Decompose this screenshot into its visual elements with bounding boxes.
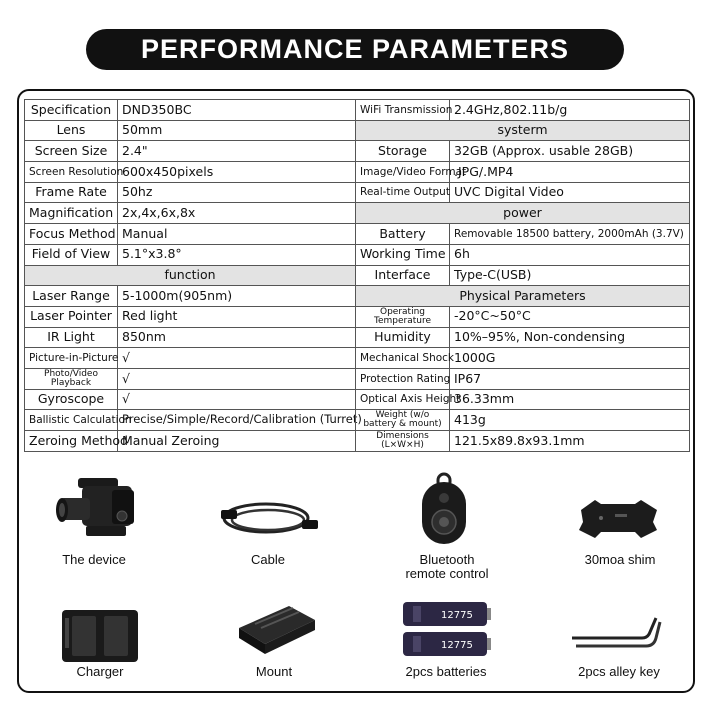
spec-label: Weight (w/o battery & mount) [356, 410, 450, 431]
table-row [356, 265, 690, 286]
spec-value: 413g [450, 410, 690, 431]
table-row [356, 162, 690, 183]
spec-label: Screen Size [25, 141, 118, 162]
bluetooth-remote-icon [418, 472, 470, 548]
table-row [25, 348, 356, 369]
table-row [356, 410, 690, 431]
spec-label: Optical Axis Height [356, 389, 450, 410]
spec-label: Laser Pointer [25, 306, 118, 327]
table-row [356, 389, 690, 410]
spec-label: Specification [25, 100, 118, 121]
spec-label: Lens [25, 120, 118, 141]
spec-value: 36.33mm [450, 389, 690, 410]
table-row [25, 389, 356, 410]
battery-icon [401, 600, 493, 660]
spec-value: .JPG/.MP4 [450, 162, 690, 183]
item-label: 30moa shim [584, 552, 656, 567]
spec-label: Focus Method [25, 224, 118, 245]
item-label: Mount [255, 664, 293, 679]
allen-key-icon [568, 616, 664, 656]
section-header [356, 286, 690, 307]
spec-label: Protection Rating [356, 368, 450, 389]
section-header [356, 120, 690, 141]
spec-label: Screen Resolution [25, 162, 118, 183]
rail-mount-icon [233, 598, 319, 658]
table-row [356, 141, 690, 162]
table-row [25, 431, 356, 452]
item-label: 2pcs batteries [405, 664, 487, 679]
spec-label: Field of View [25, 244, 118, 265]
spec-value: 32GB (Approx. usable 28GB) [450, 141, 690, 162]
table-row [25, 120, 356, 141]
usb-cable-icon [218, 494, 320, 542]
spec-label: Laser Range [25, 286, 118, 307]
item-label: The device [62, 552, 126, 567]
table-row [356, 368, 690, 389]
section-function-header: function [25, 265, 356, 286]
spec-value: 121.5x89.8x93.1mm [450, 431, 690, 452]
table-row [356, 224, 690, 245]
spec-label: Mechanical Shock [356, 348, 450, 369]
section-physical-header: Physical Parameters [356, 286, 690, 307]
spec-value: 50mm [118, 120, 356, 141]
spec-value: 2.4" [118, 141, 356, 162]
spec-value: 10%–95%, Non-condensing [450, 327, 690, 348]
table-row [356, 100, 690, 121]
table-row [356, 327, 690, 348]
table-row [25, 162, 356, 183]
spec-value: 2x,4x,6x,8x [118, 203, 356, 224]
spec-value: 5.1°x3.8° [118, 244, 356, 265]
spec-label: Working Time [356, 244, 450, 265]
battery-label: 12775 [441, 640, 473, 651]
spec-value: 600x450pixels [118, 162, 356, 183]
table-row [25, 306, 356, 327]
spec-label: Magnification [25, 203, 118, 224]
table-row [356, 431, 690, 452]
page-title: PERFORMANCE PARAMETERS [86, 29, 624, 70]
section-system-header: systerm [356, 120, 690, 141]
spec-value: -20°C~50°C [450, 306, 690, 327]
table-row [25, 410, 356, 431]
spec-value: 50hz [118, 182, 356, 203]
spec-value: Manual [118, 224, 356, 245]
spec-value: √ [118, 368, 356, 389]
table-row [25, 182, 356, 203]
spec-value: 6h [450, 244, 690, 265]
spec-table-right [355, 99, 690, 452]
spec-value: Removable 18500 battery, 2000mAh (3.7V) [450, 224, 690, 245]
table-row [356, 348, 690, 369]
spec-value: UVC Digital Video [450, 182, 690, 203]
spec-label: WiFi Transmission [356, 100, 450, 121]
spec-label: IR Light [25, 327, 118, 348]
spec-value: Type-C(USB) [450, 265, 690, 286]
shim-plate-icon [569, 496, 669, 540]
table-row [25, 244, 356, 265]
spec-label: Real-time Output [356, 182, 450, 203]
spec-label: Zeroing Method [25, 431, 118, 452]
item-label: Charger [76, 664, 124, 679]
spec-label: Battery [356, 224, 450, 245]
spec-label: Frame Rate [25, 182, 118, 203]
spec-label: Humidity [356, 327, 450, 348]
spec-label: Image/Video Format [356, 162, 450, 183]
item-label: 2pcs alley key [578, 664, 660, 679]
item-label: Cable [251, 552, 285, 567]
table-row [356, 182, 690, 203]
table-row [356, 306, 690, 327]
battery-charger-icon [60, 608, 140, 664]
spec-label: Dimensions (L×W×H) [356, 431, 450, 452]
spec-value: IP67 [450, 368, 690, 389]
table-row [25, 224, 356, 245]
spec-label: Ballistic Calculation [25, 410, 118, 431]
spec-value: √ [118, 389, 356, 410]
section-header [25, 265, 356, 286]
spec-label: Interface [356, 265, 450, 286]
item-label: Bluetooth remote control [405, 552, 489, 581]
table-row [25, 141, 356, 162]
spec-value: DND350BC [118, 100, 356, 121]
table-row [25, 368, 356, 389]
spec-value: 850nm [118, 327, 356, 348]
section-header [356, 203, 690, 224]
spec-label: Storage [356, 141, 450, 162]
spec-value: 2.4GHz,802.11b/g [450, 100, 690, 121]
spec-value: Precise/Simple/Record/Calibration (Turret) [118, 410, 356, 431]
thermal-scope-icon [52, 472, 142, 548]
table-row [25, 286, 356, 307]
spec-value: √ [118, 348, 356, 369]
spec-value: Red light [118, 306, 356, 327]
table-row [356, 244, 690, 265]
spec-value: 1000G [450, 348, 690, 369]
spec-label: Gyroscope [25, 389, 118, 410]
spec-value: 5-1000m(905nm) [118, 286, 356, 307]
section-power-header: power [356, 203, 690, 224]
table-row [25, 203, 356, 224]
spec-table-left [24, 99, 362, 452]
table-row [25, 100, 356, 121]
spec-label: Operating Temperature [356, 306, 450, 327]
spec-value: Manual Zeroing [118, 431, 356, 452]
spec-label: Photo/Video Playback [25, 368, 118, 389]
spec-label: Picture-in-Picture [25, 348, 118, 369]
table-row [25, 327, 356, 348]
battery-label: 12775 [441, 610, 473, 621]
